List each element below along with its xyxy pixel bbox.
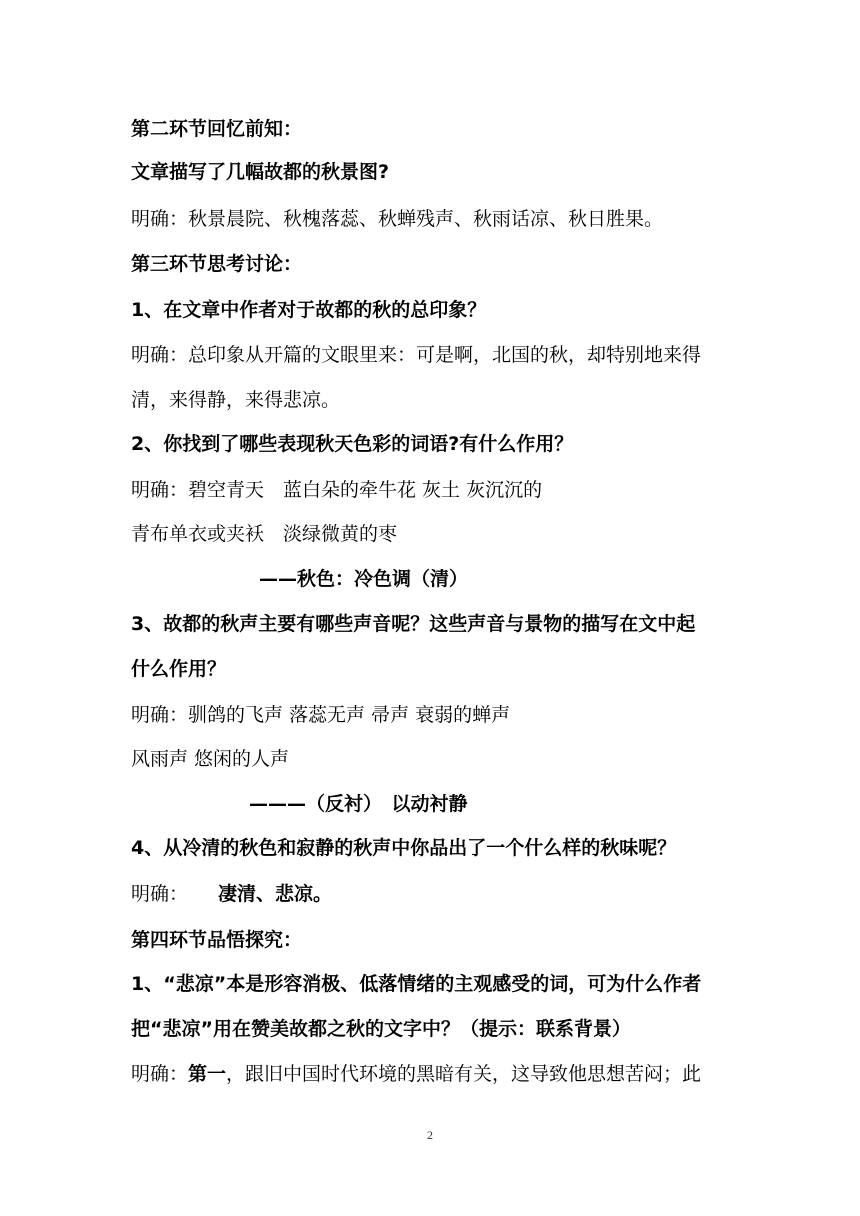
question-4: 4、从冷清的秋色和寂静的秋声中你品出了一个什么样的秋味呢？ [131, 837, 677, 859]
answer-3-line-2: 风雨声 悠闲的人声 [131, 748, 290, 770]
question-3-line-2: 什么作用？ [131, 658, 227, 680]
answer-1-line-2: 清，来得静，来得悲凉。 [131, 389, 341, 411]
section-heading-2: 第二环节回忆前知： [131, 118, 303, 140]
question-5-line-1: 1、“悲凉”本是形容消极、低落情绪的主观感受的词，可为什么作者 [131, 973, 702, 995]
answer-5-line-1 [131, 1062, 820, 1086]
answer-5-rest: ，跟旧中国时代环境的黑暗有关，这导致他思想苦闷；此 [226, 1063, 702, 1085]
answer-2-summary: ——秋色：冷色调（清） [259, 568, 469, 590]
answer-2-line-2: 青布单衣或夹袄 淡绿微黄的枣 [131, 523, 398, 545]
page-number: 2 [427, 1128, 433, 1142]
section-heading-4: 第四环节品悟探究： [131, 929, 303, 951]
answer-scenes: 明确：秋景晨院、秋槐落蕊、秋蝉残声、秋雨话凉、秋日胜果。 [131, 208, 664, 230]
question-1: 1、在文章中作者对于故都的秋的总印象？ [131, 299, 487, 321]
section-heading-3: 第三环节思考讨论： [131, 253, 303, 275]
answer-2-line-1: 明确：碧空青天 蓝白朵的牵牛花 灰土 灰沉沉的 [131, 479, 543, 501]
answer-3-line-1: 明确：驯鸽的飞声 落蕊无声 帚声 衰弱的蝉声 [131, 704, 511, 726]
answer-1-line-1: 明确：总印象从开篇的文眼里来：可是啊，北国的秋，却特别地来得 [131, 344, 702, 366]
answer-3-summary: ———（反衬） 以动衬静 [249, 793, 468, 815]
answer-4-text: 凄清、悲凉。 [218, 883, 333, 905]
answer-label: 明确： [131, 883, 189, 905]
answer-label: 明确： [131, 1063, 189, 1085]
answer-5-first: 第一 [188, 1063, 227, 1085]
answer-4 [131, 882, 820, 906]
question-3-line-1: 3、故都的秋声主要有哪些声音呢？这些声音与景物的描写在文中起 [131, 613, 696, 635]
question-2: 2、你找到了哪些表现秋天色彩的词语?有什么作用？ [131, 433, 574, 455]
question-scenes: 文章描写了几幅故都的秋景图? [131, 161, 390, 183]
question-5-line-2: 把“悲凉”用在赞美故都之秋的文字中？（提示：联系背景） [131, 1018, 631, 1040]
